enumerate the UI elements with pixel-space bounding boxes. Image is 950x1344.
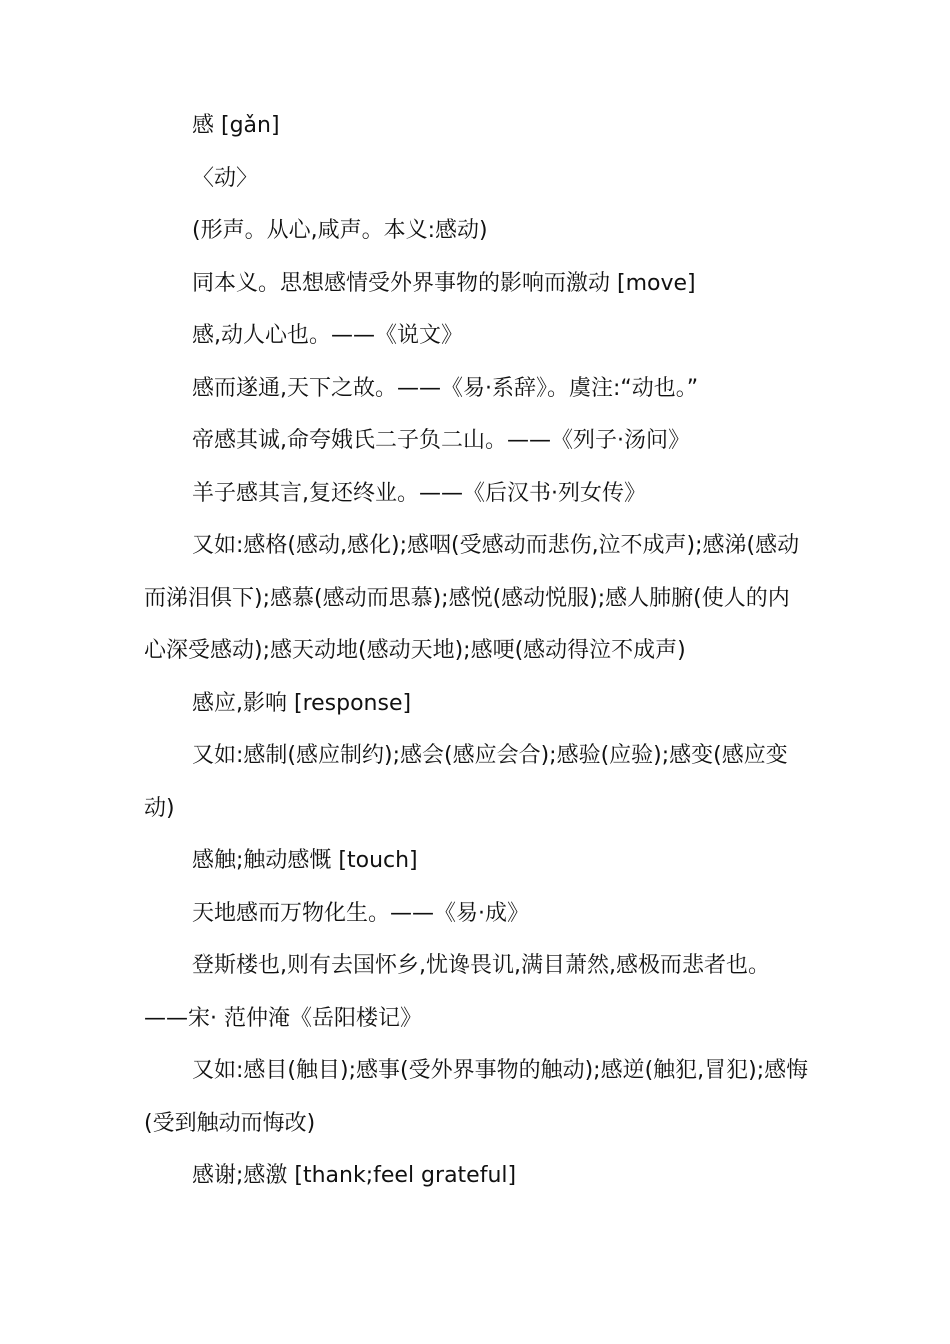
definition-response: 感应,影响 [response] <box>192 690 412 716</box>
examples-touch: 又如:感目(触目);感事(受外界事物的触动);感逆(触犯,冒犯);感悔(受到触动而悔改) <box>144 1058 809 1136</box>
etymology: (形声。从心,咸声。本义:感动) <box>192 218 488 243</box>
definition-move: 同本义。思想感情受外界事物的影响而激动 [move] <box>192 270 696 296</box>
citation-yueyanglouji: 登斯楼也,则有去国怀乡,忧谗畏讥,满目萧然,感极而悲者也。——宋· 范仲淹《岳阳楼记》 <box>144 953 770 1031</box>
examples-response: 又如:感制(感应制约);感会(感应会合);感验(应验);感变(感应变动) <box>144 743 788 821</box>
part-of-speech: 〈动〉 <box>192 165 259 191</box>
citation-yi-cheng: 天地感而万物化生。——《易·成》 <box>192 900 529 926</box>
citation-liezi: 帝感其诚,命夸娥氏二子负二山。——《列子·汤问》 <box>192 428 690 453</box>
definition-touch: 感触;触动感慨 [touch] <box>192 848 418 873</box>
citation-yi-xici: 感而遂通,天下之故。——《易·系辞》。虞注:“动也。” <box>192 375 699 401</box>
entry-headword: 感 [gǎn] <box>192 113 280 138</box>
citation-houhanshu: 羊子感其言,复还终业。——《后汉书·列女传》 <box>192 480 646 506</box>
document-body <box>144 100 810 1203</box>
definition-thank: 感谢;感激 [thank;feel grateful] <box>192 1163 517 1188</box>
citation-shuowen: 感,动人心也。——《说文》 <box>192 323 463 348</box>
examples-move: 又如:感格(感动,感化);感咽(受感动而悲伤,泣不成声);感涕(感动而涕泪俱下);感慕(感动而思慕);感悦(感动悦服);感人肺腑(使人的内心深受感动);感天动地(感动天地);感哽(感动得泣不成声) <box>144 533 800 663</box>
